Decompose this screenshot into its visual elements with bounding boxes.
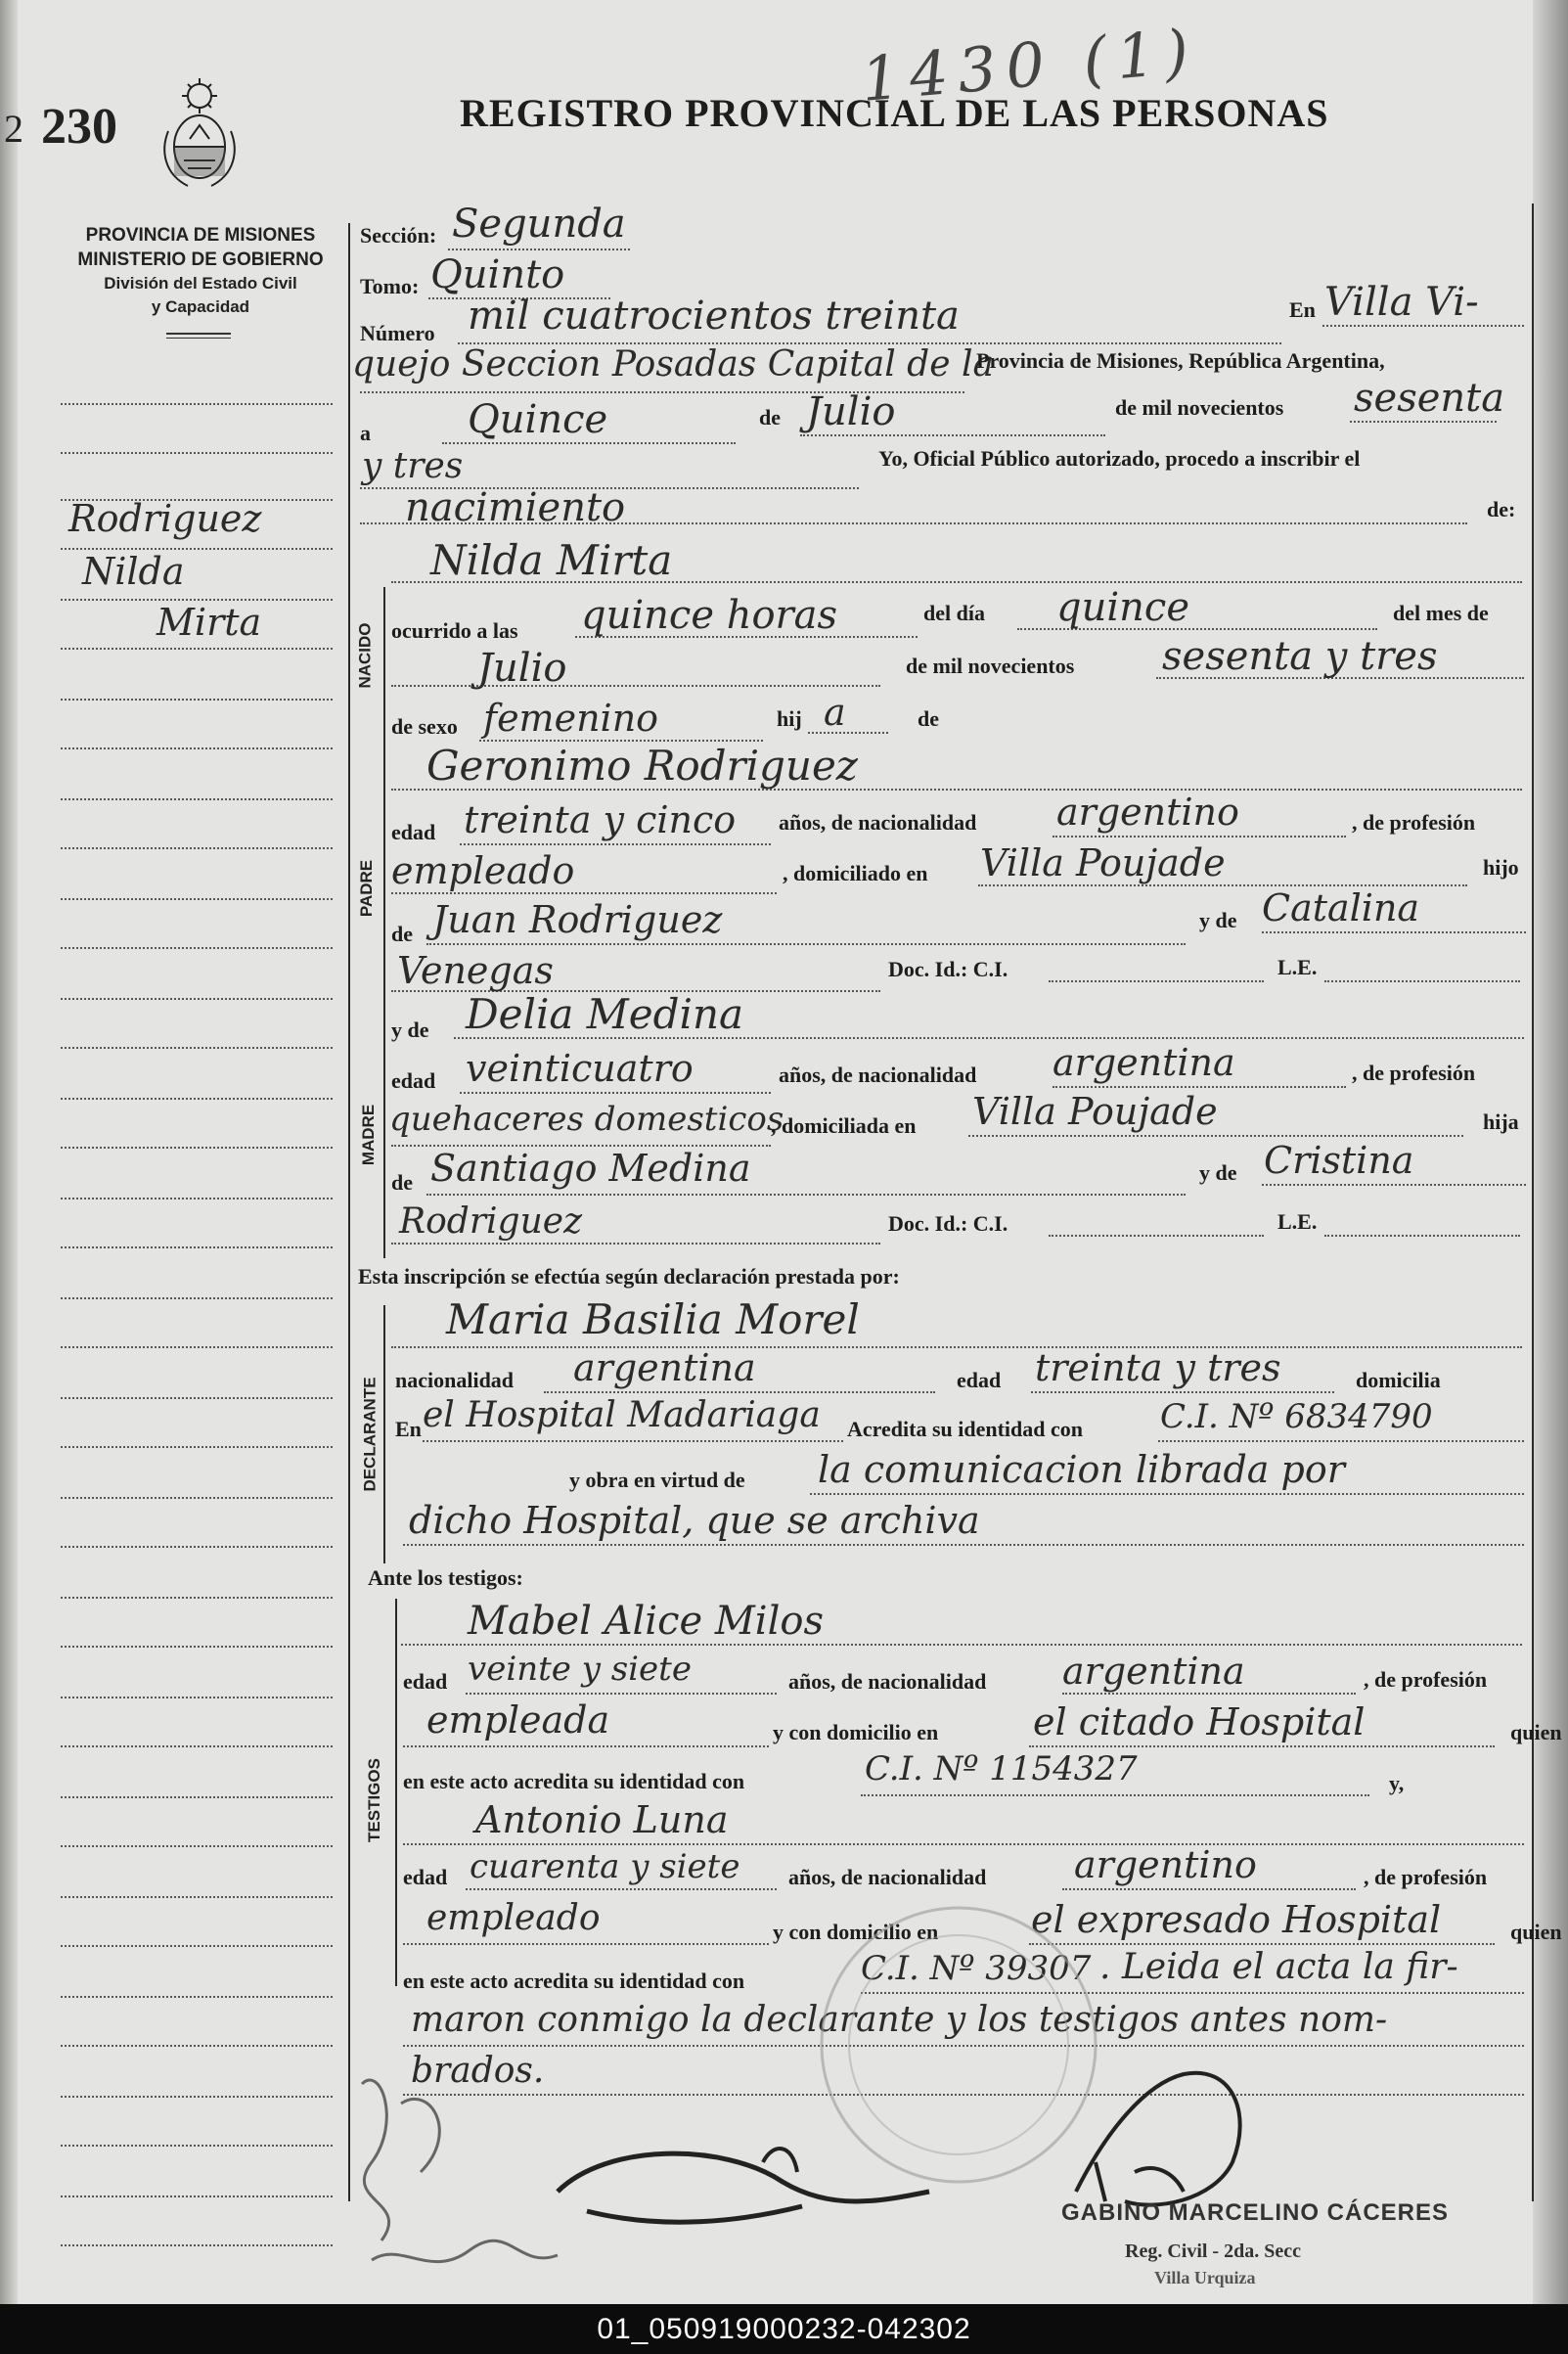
label-de: de — [759, 405, 781, 430]
page-number: 230 — [41, 99, 117, 155]
official-stamp-office: Reg. Civil - 2da. Secc — [1125, 2241, 1301, 2262]
field-line — [1324, 1235, 1520, 1237]
label-profesion-madre: , de profesión — [1352, 1061, 1476, 1085]
label-domiciliado-padre: , domiciliado en — [783, 861, 928, 885]
margin-second-name: Mirta — [157, 601, 262, 644]
margin-line — [61, 898, 333, 900]
value-lugar-1: Villa Vi- — [1324, 280, 1479, 325]
field-line — [403, 1745, 769, 1747]
label-doc-padre: Doc. Id.: C.I. — [888, 957, 1008, 981]
header-rule — [166, 333, 231, 339]
label-edad-testigo1: edad — [403, 1669, 448, 1694]
label-nacionalidad-declarante: nacionalidad — [395, 1368, 515, 1392]
label-con-domicilio-testigo1: y con domicilio en — [773, 1720, 939, 1744]
label-quien-testigo1: quien — [1510, 1720, 1562, 1744]
value-declarante-domicilio: el Hospital Madariaga — [423, 1395, 821, 1435]
page-shadow — [1533, 0, 1568, 2304]
value-padre-edad: treinta y cinco — [464, 798, 737, 841]
margin-line — [61, 1845, 333, 1847]
field-line — [401, 1644, 1522, 1646]
field-line — [403, 1843, 1524, 1845]
label-domicilia-declarante: domicilia — [1356, 1368, 1441, 1392]
value-madre-padre: Santiago Medina — [430, 1147, 751, 1190]
label-edad-declarante: edad — [957, 1368, 1002, 1392]
section-padre: PADRE — [357, 859, 377, 918]
label-hija-madre: hija — [1483, 1109, 1519, 1134]
value-seccion: Segunda — [452, 202, 626, 247]
field-line — [808, 732, 888, 734]
label-tomo: Tomo: — [360, 274, 420, 298]
value-declarante-virtud-1: la comunicacion librada por — [818, 1448, 1345, 1491]
value-testigo2-domicilio: el expresado Hospital — [1031, 1898, 1442, 1941]
value-madre-nombre: Delia Medina — [466, 990, 744, 1038]
field-line — [1062, 1888, 1356, 1890]
margin-line — [61, 1497, 333, 1499]
issuer-header — [59, 223, 342, 319]
margin-line — [61, 2045, 333, 2047]
label-le-padre: L.E. — [1277, 955, 1318, 979]
value-sexo: femenino — [483, 697, 659, 740]
field-line — [1053, 836, 1346, 837]
margin-line — [61, 1297, 333, 1299]
section-declarante: DECLARANTE — [360, 1377, 380, 1492]
value-declarante-virtud-2: dicho Hospital, que se archiva — [409, 1499, 980, 1542]
field-line — [1324, 980, 1520, 982]
value-madre-edad: veinticuatro — [466, 1047, 694, 1090]
value-testigo2-nombre: Antonio Luna — [475, 1798, 729, 1841]
document-title: REGISTRO PROVINCIAL DE LAS PERSONAS — [460, 91, 1329, 135]
field-line — [1029, 1745, 1495, 1747]
value-numero: mil cuatrocientos treinta — [468, 294, 960, 339]
value-anio-1: sesenta — [1354, 376, 1505, 421]
value-declarante-edad: treinta y tres — [1035, 1346, 1281, 1389]
margin-line — [61, 1597, 333, 1599]
field-line — [391, 892, 777, 894]
margin-line — [61, 1147, 333, 1149]
margin-line — [61, 1346, 333, 1348]
label-oficial: Yo, Oficial Público autorizado, procedo a inscribir el — [878, 446, 1361, 471]
label-profesion-testigo1: , de profesión — [1364, 1667, 1488, 1692]
value-testigo1-domicilio: el citado Hospital — [1033, 1700, 1366, 1743]
issuer-division: División del Estado Civil — [104, 274, 297, 293]
value-padre-domicilio: Villa Poujade — [980, 841, 1226, 884]
margin-line — [61, 2145, 333, 2147]
value-hijo-suffix: a — [824, 691, 846, 734]
label-acredita-testigo2: en este acto acredita su identidad con — [403, 1969, 745, 1993]
value-dia: Quince — [468, 397, 608, 442]
testigos-bracket — [395, 1599, 397, 1986]
label-profesion-padre: , de profesión — [1352, 810, 1476, 835]
margin-line — [61, 1246, 333, 1248]
value-padre-profesion: empleado — [391, 849, 575, 892]
label-de-madre-padre: de — [391, 1170, 413, 1195]
margin-line — [61, 1546, 333, 1548]
value-mes-nac: Julio — [477, 646, 567, 691]
margin-line — [61, 1745, 333, 1747]
binding-edge — [0, 0, 18, 2304]
value-declarante-nacionalidad: argentina — [573, 1346, 756, 1389]
label-del-dia: del día — [923, 601, 985, 625]
value-testigo2-profesion: empleado — [426, 1898, 601, 1938]
label-doc-madre: Doc. Id.: C.I. — [888, 1211, 1008, 1236]
margin-line — [61, 1646, 333, 1648]
value-cierre-3: brados. — [411, 2051, 545, 2091]
field-line — [426, 1194, 1186, 1196]
label-hij: hij — [777, 706, 802, 731]
label-ante-testigos: Ante los testigos: — [368, 1565, 523, 1590]
value-declarante-documento: C.I. Nº 6834790 — [1160, 1397, 1433, 1436]
value-padre-madre: Catalina — [1262, 886, 1420, 929]
label-acredita-declarante: Acredita su identidad con — [847, 1417, 1084, 1441]
label-seccion: Sección: — [360, 223, 437, 248]
label-obra-virtud: y obra en virtud de — [569, 1468, 745, 1492]
value-padre-padre: Juan Rodriguez — [432, 898, 723, 941]
margin-line — [61, 1047, 333, 1049]
label-de-sexo: de sexo — [391, 714, 458, 739]
label-hijo-padre: hijo — [1483, 855, 1519, 880]
field-line — [1158, 1440, 1524, 1442]
padre-bracket — [383, 791, 385, 1021]
margin-line — [61, 998, 333, 1000]
field-line — [1049, 980, 1264, 982]
margin-line — [61, 1098, 333, 1100]
value-testigo1-profesion: empleada — [426, 1698, 610, 1742]
issuer-ministry: MINISTERIO DE GOBIERNO — [77, 249, 324, 270]
margin-line — [61, 1697, 333, 1698]
field-line — [391, 685, 880, 687]
label-de-mil-novecientos-nac: de mil novecientos — [906, 654, 1075, 678]
label-edad-madre: edad — [391, 1068, 436, 1093]
margin-line — [61, 1945, 333, 1947]
margin-line — [61, 403, 333, 405]
margin-line — [61, 1996, 333, 1998]
official-stamp-name: GABINO MARCELINO CÁCERES — [1061, 2199, 1450, 2226]
value-declarante-nombre: Maria Basilia Morel — [446, 1295, 860, 1343]
field-line — [1031, 1391, 1334, 1393]
label-de-mil-novecientos: de mil novecientos — [1115, 395, 1284, 420]
label-anos-nacionalidad-padre: años, de nacionalidad — [779, 810, 977, 835]
value-nombre: Nilda Mirta — [430, 536, 673, 584]
section-madre: MADRE — [359, 1104, 379, 1166]
value-testigo2-nacionalidad: argentino — [1074, 1843, 1257, 1886]
field-line — [544, 1391, 935, 1393]
label-y-de-madre: y de — [391, 1018, 429, 1042]
margin-line — [61, 847, 333, 849]
page-number-mark: 2 — [4, 107, 23, 151]
madre-bracket — [383, 1004, 385, 1258]
value-madre-madre: Cristina — [1264, 1139, 1414, 1182]
margin-line — [61, 452, 333, 454]
margin-line — [61, 1198, 333, 1200]
field-line — [1049, 1235, 1264, 1237]
field-line — [1350, 421, 1497, 423]
margin-line — [61, 2244, 333, 2246]
field-line — [403, 1943, 769, 1945]
value-tomo: Quinto — [430, 252, 565, 297]
field-line — [403, 1544, 1524, 1546]
label-de-colon: de: — [1487, 497, 1516, 521]
field-line — [442, 442, 736, 444]
margin-surname: Rodriguez — [68, 497, 262, 540]
label-numero: Número — [360, 321, 435, 345]
declarant-signature-icon — [548, 2123, 959, 2241]
field-line — [391, 1346, 1522, 1348]
label-profesion-testigo2: , de profesión — [1364, 1865, 1488, 1889]
margin-line — [61, 1796, 333, 1798]
field-line — [460, 843, 771, 845]
official-stamp-location: Villa Urquiza — [1154, 2268, 1256, 2287]
field-line — [448, 249, 630, 250]
value-madre-madre-apellido: Rodriguez — [399, 1201, 583, 1242]
field-line — [1262, 931, 1526, 933]
field-line — [460, 1092, 771, 1094]
value-anio-2: y tres — [362, 446, 464, 486]
field-line — [466, 1693, 777, 1695]
value-hora: quince horas — [581, 593, 838, 638]
issuer-province: PROVINCIA DE MISIONES — [85, 225, 316, 246]
margin-first-name: Nilda — [82, 550, 185, 593]
label-le-madre: L.E. — [1277, 1209, 1318, 1234]
field-line — [861, 1794, 1369, 1796]
field-line — [800, 434, 1105, 436]
label-con-domicilio-testigo2: y con domicilio en — [773, 1920, 939, 1944]
nacido-bracket — [383, 587, 385, 818]
value-testigo1-edad: veinte y siete — [468, 1650, 692, 1689]
value-padre-nombre: Geronimo Rodriguez — [426, 742, 858, 790]
frame-right-line — [1532, 204, 1534, 2201]
value-testigo1-documento: C.I. Nº 1154327 — [865, 1749, 1138, 1788]
field-line — [426, 943, 1186, 945]
folio-number: 1430 (1) — [858, 15, 1201, 115]
label-de-padres: de — [918, 706, 939, 731]
field-line — [423, 1440, 843, 1442]
value-dia-nac: quince — [1056, 585, 1189, 630]
margin-line — [61, 648, 333, 650]
label-a: a — [360, 421, 371, 445]
field-line — [1053, 1086, 1346, 1088]
value-testigo2-edad: cuarenta y siete — [470, 1847, 740, 1886]
label-edad-padre: edad — [391, 820, 436, 844]
label-declaracion: Esta inscripción se efectúa según declaración prestada por: — [358, 1264, 900, 1289]
margin-line — [61, 1397, 333, 1399]
section-nacido: NACIDO — [355, 622, 375, 689]
label-en: En — [1289, 297, 1316, 322]
value-padre-nacionalidad: argentino — [1056, 791, 1239, 834]
value-mes: Julio — [806, 389, 896, 434]
label-de-padre-padre: de — [391, 922, 413, 946]
value-lugar-2: quejo Seccion Posadas Capital de la — [352, 344, 994, 385]
margin-line — [61, 947, 333, 949]
value-padre-madre-apellido: Venegas — [397, 949, 554, 992]
margin-line — [61, 798, 333, 800]
label-y-de-padre: y de — [1199, 908, 1237, 932]
frame-left-line — [348, 223, 350, 2201]
scan-id-footer: 01_050919000232-042302 — [0, 2304, 1568, 2354]
label-acredita-testigo1: en este acto acredita su identidad con — [403, 1769, 745, 1793]
label-en-declarante: En — [395, 1417, 422, 1441]
margin-line — [61, 1896, 333, 1898]
value-madre-profesion: quehaceres domesticos — [389, 1100, 784, 1139]
value-cierre-2: maron conmigo la declarante y los testigos antes nom- — [411, 2000, 1388, 2040]
margin-line — [61, 2196, 333, 2197]
coat-of-arms-icon — [155, 74, 245, 192]
issuer-division-2: y Capacidad — [151, 297, 250, 316]
field-line — [968, 1135, 1463, 1137]
label-domiciliada-madre: , domiciliada en — [771, 1113, 917, 1138]
value-testigo1-nacionalidad: argentina — [1062, 1650, 1245, 1693]
label-quien-testigo2: quien — [1510, 1920, 1562, 1944]
label-del-mes: del mes de — [1393, 601, 1489, 625]
value-madre-domicilio: Villa Poujade — [972, 1090, 1218, 1133]
field-line — [466, 1888, 777, 1890]
value-testigo1-nombre: Mabel Alice Milos — [468, 1599, 825, 1644]
label-provincia: Provincia de Misiones, República Argentina, — [976, 348, 1385, 373]
field-line — [1062, 1693, 1356, 1695]
value-madre-nacionalidad: argentina — [1053, 1041, 1235, 1084]
margin-line — [61, 1446, 333, 1448]
field-line — [1262, 1184, 1526, 1186]
official-signature-icon — [1037, 2055, 1291, 2221]
label-y-de-madre-madre: y de — [1199, 1160, 1237, 1185]
label-anos-nacionalidad-testigo2: años, de nacionalidad — [788, 1865, 987, 1889]
value-acto: nacimiento — [405, 485, 626, 530]
field-line — [1322, 325, 1524, 327]
margin-line — [61, 2096, 333, 2098]
margin-line — [61, 747, 333, 749]
label-ocurrido: ocurrido a las — [391, 618, 518, 643]
margin-line — [61, 699, 333, 701]
section-testigos: TESTIGOS — [364, 1758, 383, 1842]
field-line — [391, 1243, 880, 1245]
field-line — [810, 1493, 1524, 1495]
declarante-bracket — [383, 1305, 385, 1563]
value-cierre-1: . Leida el acta la fir- — [1099, 1947, 1458, 1987]
label-y-comma: y, — [1389, 1771, 1405, 1795]
value-testigo2-documento: C.I. Nº 39307 — [861, 1949, 1092, 1988]
label-anos-nacionalidad-madre: años, de nacionalidad — [779, 1063, 977, 1087]
label-edad-testigo2: edad — [403, 1865, 448, 1889]
value-anio-nac: sesenta y tres — [1162, 634, 1438, 679]
label-anos-nacionalidad-testigo1: años, de nacionalidad — [788, 1669, 987, 1694]
